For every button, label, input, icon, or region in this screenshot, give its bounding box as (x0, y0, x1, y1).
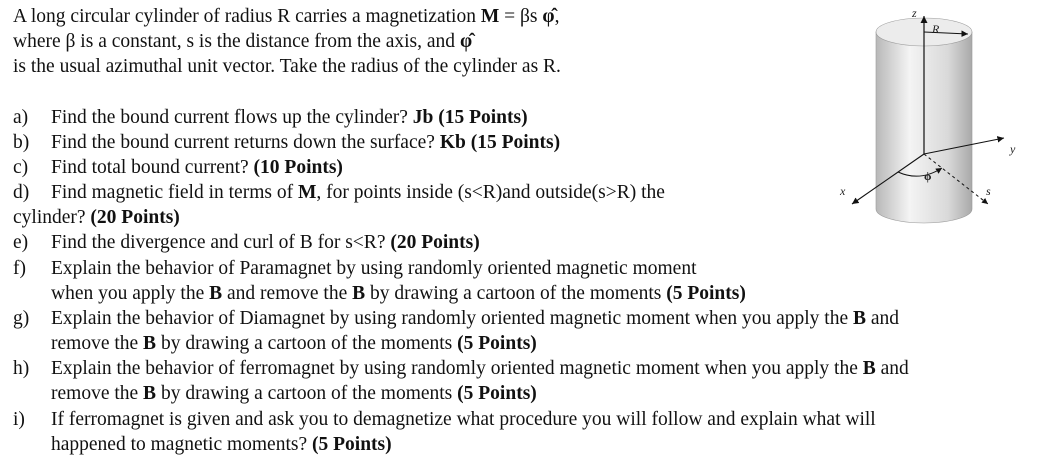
question-e: e) Find the divergence and curl of B for s<R? (20 Points) (13, 232, 480, 253)
question-a: a) Find the bound current flows up the cylinder? Jb (15 Points) (13, 107, 528, 128)
question-g: g) Explain the behavior of Diamagnet by using randomly oriented magnetic moment when you apply the B and (13, 308, 900, 329)
question-i-continuation: happened to magnetic moments? (5 Points) (51, 434, 392, 455)
y-label: y (1010, 142, 1016, 156)
cylinder-figure (820, 4, 1030, 229)
question-h: h) Explain the behavior of ferromagnet by using randomly oriented magnetic moment when you apply the B and (13, 358, 909, 379)
cylinder-diagram (820, 4, 1030, 229)
phi-label: ϕ (924, 169, 932, 183)
question-i: i) If ferromagnet is given and ask you to demagnetize what procedure you will follow and explain what will (13, 409, 876, 430)
intro-line-3: is the usual azimuthal unit vector. Take the radius of the cylinder as R. (13, 56, 561, 77)
question-f: f) Explain the behavior of Paramagnet by using randomly oriented magnetic moment (13, 258, 697, 279)
question-f-continuation: when you apply the B and remove the B by drawing a cartoon of the moments (5 Points) (51, 283, 746, 304)
problem-statement (13, 4, 773, 79)
question-g-continuation: remove the B by drawing a cartoon of the moments (5 Points) (51, 333, 537, 354)
question-b: b) Find the bound current returns down the surface? Kb (15 Points) (13, 132, 561, 153)
question-h-continuation: remove the B by drawing a cartoon of the moments (5 Points) (51, 383, 537, 404)
question-d: d) Find magnetic field in terms of M, for points inside (s<R)and outside(s>R) the (13, 182, 665, 203)
question-d-continuation: cylinder? (20 Points) (13, 207, 180, 228)
question-c: c) Find total bound current? (10 Points) (13, 157, 343, 178)
x-label: x (840, 184, 846, 198)
s-label: s (986, 184, 991, 198)
z-label: z (912, 6, 917, 20)
r-label: R (932, 22, 940, 36)
intro-line-1: A long circular cylinder of radius R carries a magnetization M = βs φ̂, (13, 6, 560, 27)
intro-line-2: where β is a constant, s is the distance from the axis, and φ̂ (13, 31, 473, 52)
